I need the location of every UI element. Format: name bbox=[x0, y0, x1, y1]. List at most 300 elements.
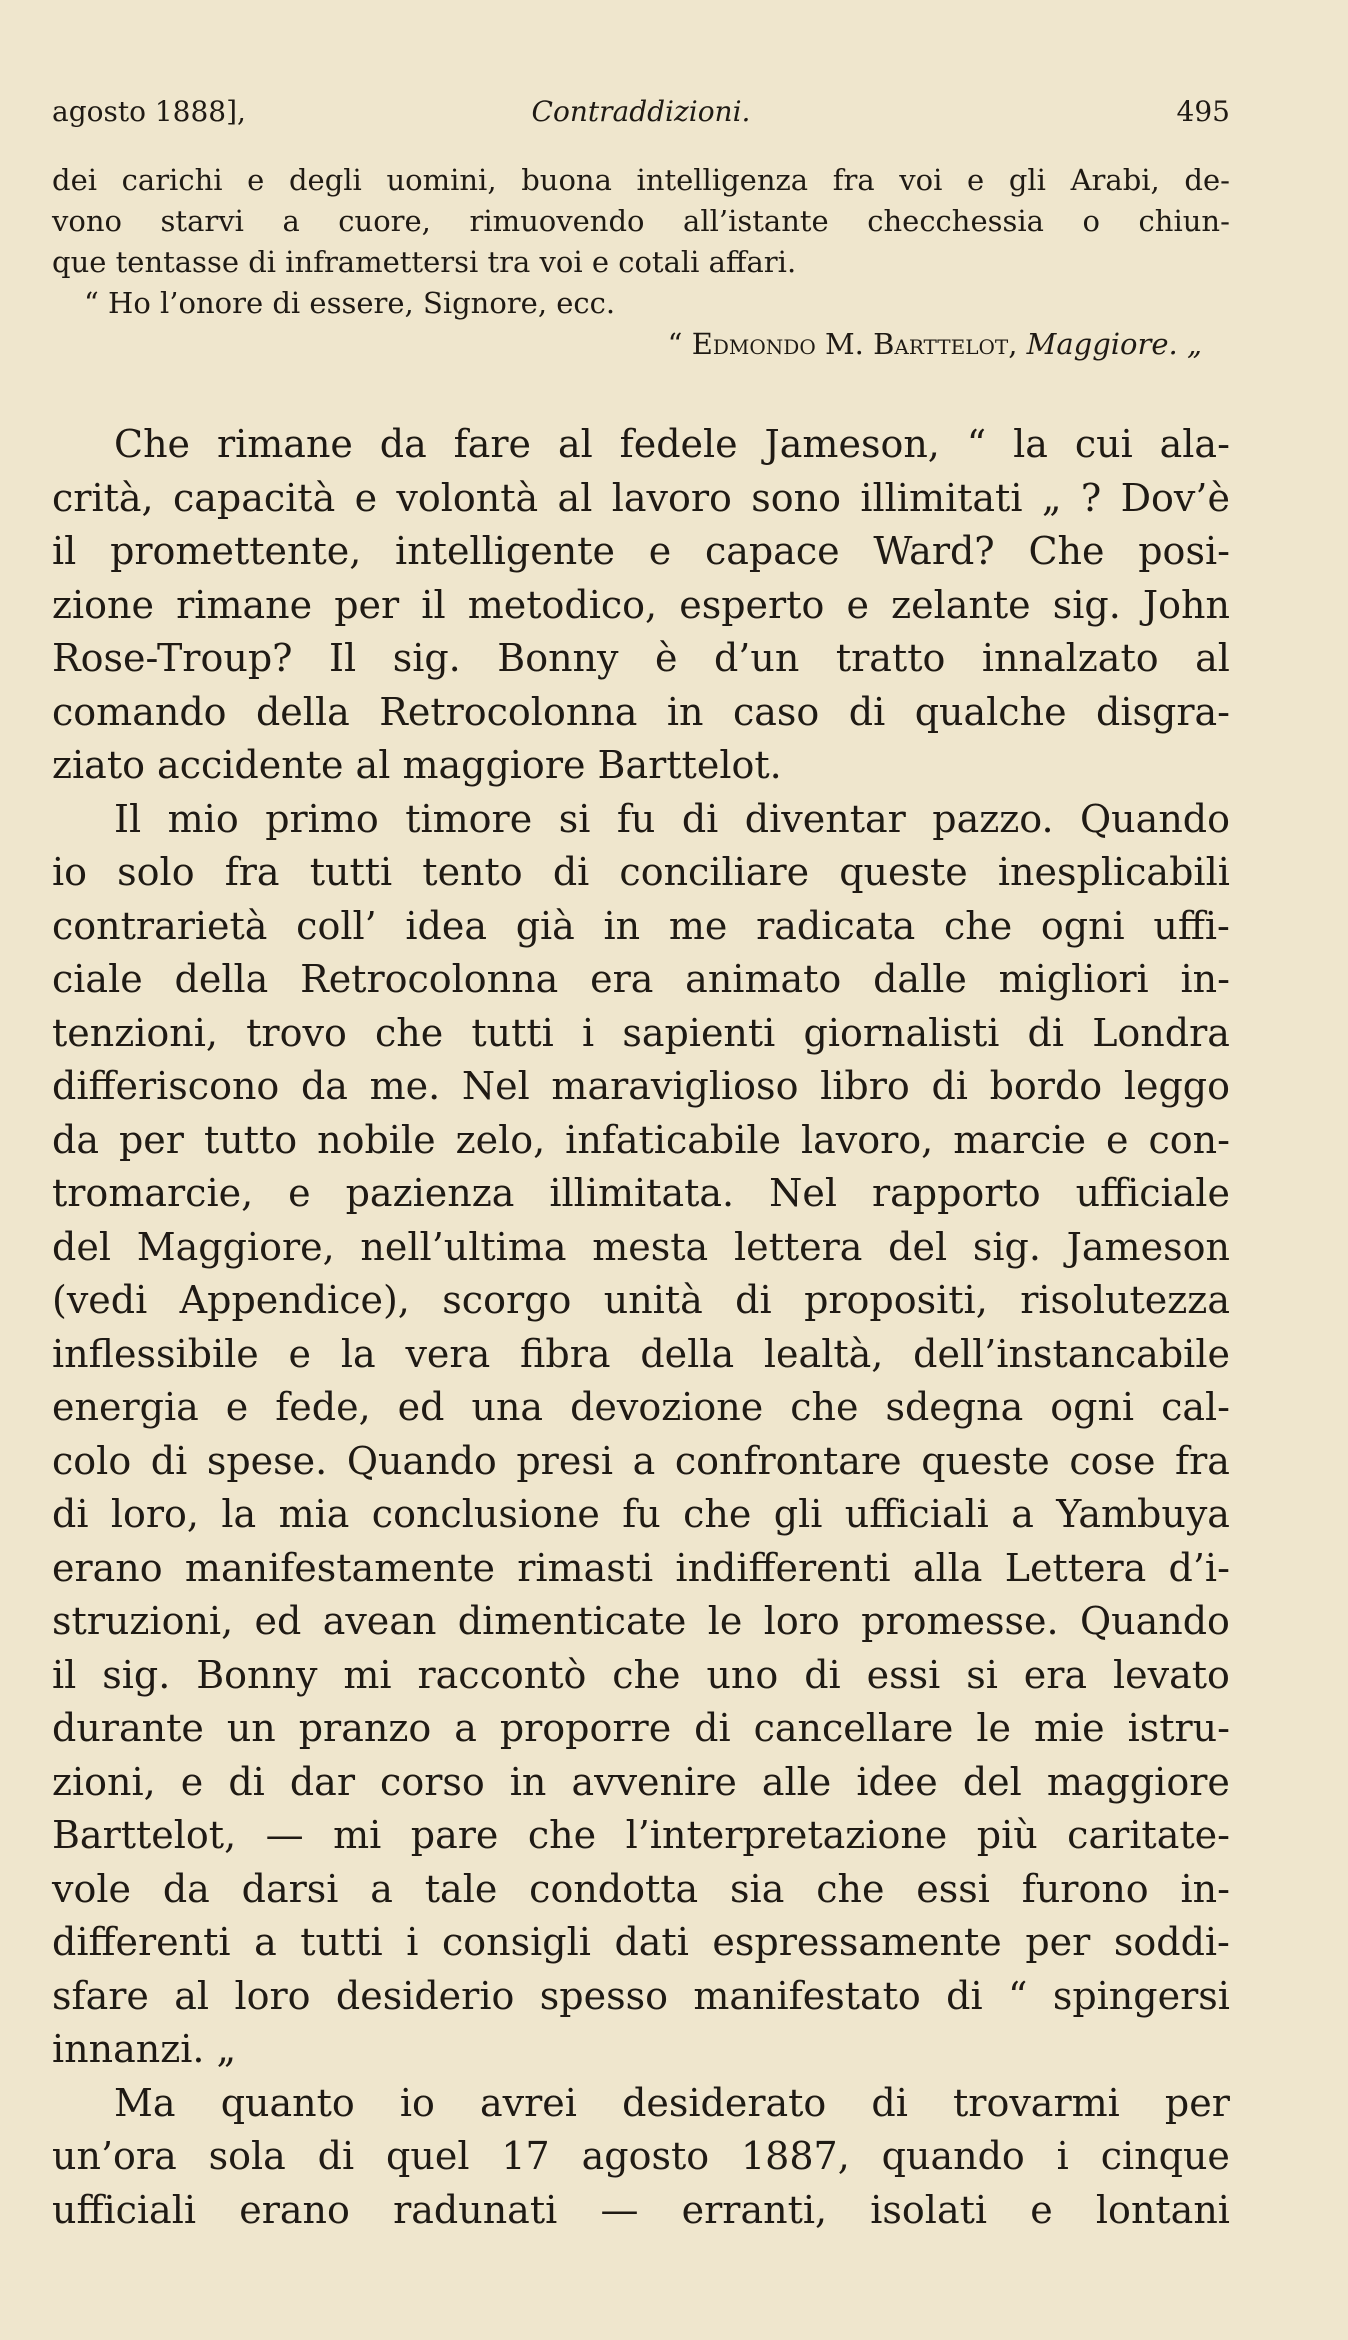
word: desiderio bbox=[335, 1973, 515, 2018]
word: vono bbox=[52, 204, 122, 238]
word: ogni bbox=[1050, 1385, 1135, 1429]
word: per bbox=[334, 582, 400, 627]
word: io bbox=[399, 2080, 435, 2125]
word: mi bbox=[343, 1652, 392, 1697]
body-line bbox=[52, 2184, 1230, 2238]
word: John bbox=[1142, 582, 1230, 627]
body-line bbox=[52, 1167, 1230, 1221]
word: proporre bbox=[499, 1706, 672, 1750]
word: desiderato bbox=[622, 2080, 827, 2125]
word: pazzo. bbox=[932, 796, 1054, 841]
word: zelante bbox=[891, 582, 1031, 627]
body-line bbox=[52, 1060, 1230, 1114]
word: la bbox=[221, 1492, 257, 1536]
word: lealtà, bbox=[763, 1331, 884, 1376]
body-line bbox=[52, 793, 1230, 847]
word: trovarmi bbox=[953, 2080, 1120, 2125]
word: fibra bbox=[520, 1331, 611, 1376]
word: Jameson, bbox=[764, 422, 940, 466]
word: e bbox=[967, 163, 985, 197]
word: quel bbox=[386, 2134, 470, 2178]
word: durante bbox=[52, 1706, 204, 1750]
word: manifestamente bbox=[184, 1545, 495, 1590]
word: per bbox=[1164, 2080, 1230, 2125]
word: primo bbox=[265, 796, 379, 841]
word: confrontare bbox=[674, 1438, 902, 1483]
word: che bbox=[612, 1652, 681, 1697]
word: disgra- bbox=[1096, 689, 1230, 734]
word: tutti bbox=[300, 1920, 383, 1964]
word: espressamente bbox=[712, 1920, 1002, 1964]
word: cuore, bbox=[338, 204, 431, 238]
word: cinque bbox=[1100, 2134, 1230, 2178]
word: capacità bbox=[172, 475, 336, 520]
signature-name: “ Edmondo M. Barttelot, bbox=[667, 327, 1018, 361]
word: maggiore bbox=[1046, 1759, 1230, 1804]
word: comando bbox=[52, 689, 227, 734]
word: Che bbox=[114, 422, 191, 466]
word: Retrocolonna bbox=[300, 957, 559, 1001]
word: Barttelot, bbox=[52, 1813, 237, 1857]
word: lontani bbox=[1095, 2187, 1230, 2232]
word: loro, bbox=[110, 1492, 200, 1536]
word: vole bbox=[52, 1866, 131, 1911]
word: di bbox=[871, 2080, 908, 2125]
word: me bbox=[668, 903, 728, 948]
word: sfare bbox=[52, 1973, 149, 2018]
word: per bbox=[118, 1117, 184, 1162]
word: isolati bbox=[870, 2187, 988, 2232]
word: radicata bbox=[756, 903, 916, 948]
word: zelo, bbox=[455, 1117, 546, 1162]
word: migliori bbox=[998, 957, 1149, 1001]
word: in- bbox=[1180, 1866, 1230, 1911]
body-line bbox=[52, 1702, 1230, 1756]
word: volontà bbox=[396, 475, 539, 520]
word: i bbox=[1056, 2134, 1069, 2178]
header-title: Contraddizioni. bbox=[531, 95, 751, 128]
word: era bbox=[590, 957, 654, 1001]
word: Retrocolonna bbox=[379, 689, 638, 734]
word: contrarietà bbox=[52, 903, 268, 948]
body-line bbox=[52, 1381, 1230, 1435]
word: del bbox=[888, 1224, 948, 1269]
word: loro bbox=[234, 1973, 311, 2018]
word: dar bbox=[289, 1759, 355, 1804]
word: crità, bbox=[52, 475, 154, 520]
word: dell’instancabile bbox=[913, 1331, 1230, 1376]
word: della bbox=[255, 689, 350, 734]
word: giornalisti bbox=[803, 1010, 1000, 1055]
word: sola bbox=[208, 2134, 286, 2178]
word: agosto bbox=[581, 2134, 710, 2178]
word: le bbox=[976, 1706, 1011, 1750]
body-line bbox=[52, 1114, 1230, 1168]
word: spesso bbox=[539, 1973, 668, 2018]
word: di bbox=[931, 1064, 968, 1108]
word: conciliare bbox=[619, 850, 810, 894]
word: fedele bbox=[619, 422, 738, 466]
word: caritate- bbox=[1067, 1813, 1230, 1857]
body-line bbox=[52, 1488, 1230, 1542]
word: Che bbox=[1028, 529, 1105, 573]
word: „ bbox=[1041, 475, 1062, 520]
word: istru- bbox=[1127, 1706, 1230, 1750]
word: indifferenti bbox=[675, 1545, 891, 1590]
body-line bbox=[52, 1435, 1230, 1489]
word: del bbox=[962, 1759, 1022, 1804]
body-line bbox=[52, 1274, 1230, 1328]
word: zioni, bbox=[52, 1759, 156, 1804]
word: solo bbox=[117, 850, 195, 894]
word: 17 bbox=[501, 2134, 550, 2178]
word: gli bbox=[1008, 163, 1046, 197]
body-line bbox=[52, 525, 1230, 579]
word: nell’ultima bbox=[360, 1224, 567, 1269]
word: vera bbox=[405, 1331, 491, 1376]
word: Il bbox=[329, 636, 357, 680]
word: quanto bbox=[220, 2080, 355, 2125]
word: erano bbox=[52, 1545, 163, 1590]
word: sig. bbox=[972, 1224, 1041, 1269]
word: d’un bbox=[713, 636, 800, 680]
body-line bbox=[52, 1007, 1230, 1061]
word: Quando bbox=[1079, 1599, 1230, 1643]
word: coll’ bbox=[296, 903, 377, 948]
word: da bbox=[52, 1117, 99, 1162]
body-line bbox=[52, 2130, 1230, 2184]
word: del bbox=[52, 1224, 111, 1269]
word: uffi- bbox=[1153, 903, 1230, 948]
word: ufficiali bbox=[844, 1492, 989, 1536]
word: corso bbox=[380, 1759, 485, 1804]
body-line bbox=[52, 900, 1230, 954]
word: dei bbox=[52, 163, 98, 197]
word: di bbox=[804, 1652, 841, 1697]
word: Appendice), bbox=[179, 1278, 410, 1322]
word: spingersi bbox=[1052, 1973, 1230, 2018]
word: rimasti bbox=[517, 1545, 654, 1590]
letter-line-3: que tentasse di inframettersi tra voi e cotali affari. bbox=[52, 245, 797, 279]
word: buona bbox=[521, 163, 612, 197]
word: Quando bbox=[1080, 796, 1230, 841]
word: ala- bbox=[1159, 422, 1230, 466]
word: Lettera bbox=[1004, 1545, 1147, 1590]
word: Maggiore, bbox=[136, 1224, 335, 1269]
page-number: 495 bbox=[1176, 95, 1230, 128]
letter-line-2 bbox=[52, 201, 1230, 242]
word: Bonny bbox=[497, 636, 619, 680]
word: o bbox=[1082, 204, 1100, 238]
word: lettera bbox=[733, 1224, 863, 1269]
word: infaticabile bbox=[565, 1117, 781, 1162]
body-line bbox=[52, 2077, 1230, 2131]
word: i bbox=[582, 1010, 595, 1055]
body-line bbox=[52, 1756, 1230, 1810]
word: propositi, bbox=[804, 1278, 988, 1322]
word: si bbox=[966, 1652, 998, 1697]
word: mie bbox=[1033, 1706, 1105, 1750]
word: tutto bbox=[203, 1117, 298, 1162]
word: e bbox=[180, 1759, 204, 1804]
word: trovo bbox=[246, 1010, 347, 1055]
body-line bbox=[52, 1916, 1230, 1970]
word: animato bbox=[685, 957, 842, 1001]
word: promettente, bbox=[110, 529, 362, 573]
word: spese. bbox=[206, 1438, 328, 1483]
word: che bbox=[943, 903, 1013, 948]
word: era bbox=[1023, 1652, 1088, 1697]
header-date: agosto 1888], bbox=[52, 95, 246, 128]
word: e bbox=[288, 1331, 312, 1376]
word: (vedi bbox=[52, 1278, 148, 1322]
word: posi- bbox=[1138, 529, 1230, 573]
word: essi bbox=[866, 1652, 941, 1697]
word: rapporto bbox=[871, 1171, 1041, 1215]
word: metodico, bbox=[467, 582, 658, 627]
word: capace bbox=[704, 529, 840, 573]
word: soddi- bbox=[1113, 1920, 1230, 1964]
word: libro bbox=[820, 1064, 910, 1108]
word: inesplicabili bbox=[997, 850, 1230, 894]
word: a bbox=[370, 1866, 393, 1911]
word: di bbox=[52, 1492, 89, 1536]
word: tromarcie, bbox=[52, 1171, 254, 1215]
word: che bbox=[790, 1385, 859, 1429]
word: pare bbox=[410, 1813, 499, 1857]
word: e bbox=[1106, 1117, 1129, 1162]
word: ed bbox=[254, 1599, 302, 1643]
body-line bbox=[52, 953, 1230, 1007]
word: 1887, bbox=[740, 2134, 850, 2178]
word: cui bbox=[1074, 422, 1133, 466]
word: dalle bbox=[873, 957, 967, 1001]
word: all’istante bbox=[683, 204, 829, 238]
body-line bbox=[52, 579, 1230, 633]
word: risolutezza bbox=[1020, 1278, 1230, 1322]
word: un bbox=[226, 1706, 276, 1750]
word: gli bbox=[773, 1492, 823, 1536]
word: fra bbox=[832, 163, 875, 197]
word: innalzato bbox=[981, 636, 1159, 680]
body-line bbox=[52, 686, 1230, 740]
word: con- bbox=[1148, 1117, 1230, 1162]
word: illimitata. bbox=[549, 1171, 735, 1215]
word: diventar bbox=[744, 796, 906, 841]
word: fu bbox=[616, 796, 656, 841]
word: più bbox=[976, 1813, 1038, 1857]
word: bordo bbox=[989, 1064, 1103, 1108]
body-line bbox=[52, 1863, 1230, 1917]
word: carichi bbox=[121, 163, 223, 197]
word: lavoro, bbox=[800, 1117, 934, 1162]
word: di bbox=[150, 1438, 188, 1483]
word: degli bbox=[288, 163, 362, 197]
word: tratto bbox=[835, 636, 946, 680]
word: pranzo bbox=[298, 1706, 432, 1750]
word: timore bbox=[405, 796, 533, 841]
running-header bbox=[52, 92, 1230, 132]
word: mesta bbox=[592, 1224, 709, 1269]
word: queste bbox=[839, 850, 968, 894]
word: di bbox=[552, 850, 590, 894]
word: Dov’è bbox=[1120, 475, 1230, 520]
word: fare bbox=[453, 422, 532, 466]
word: da bbox=[162, 1866, 210, 1911]
word: colo bbox=[52, 1438, 132, 1483]
word: ufficiali bbox=[52, 2187, 197, 2232]
word: fra bbox=[1175, 1438, 1230, 1483]
word: mi bbox=[333, 1813, 382, 1857]
word: sia bbox=[730, 1866, 785, 1911]
word: levato bbox=[1113, 1652, 1230, 1697]
word: mio bbox=[167, 796, 239, 841]
body-line bbox=[52, 846, 1230, 900]
word: inflessibile bbox=[52, 1331, 259, 1376]
word: in bbox=[509, 1759, 547, 1804]
word: della bbox=[174, 957, 269, 1001]
word: e bbox=[225, 1385, 249, 1429]
word: fra bbox=[224, 850, 280, 894]
word: a bbox=[282, 204, 300, 238]
word: per bbox=[1025, 1920, 1091, 1964]
word: la bbox=[1013, 422, 1048, 466]
word: a bbox=[632, 1438, 656, 1483]
word: darsi bbox=[241, 1866, 339, 1911]
word: che bbox=[683, 1492, 752, 1536]
word: di bbox=[946, 1973, 983, 2018]
word: da bbox=[379, 422, 427, 466]
word: me. bbox=[369, 1064, 441, 1108]
word: tutti bbox=[309, 850, 393, 894]
word: voi bbox=[899, 163, 943, 197]
body-line bbox=[52, 1649, 1230, 1703]
main-text bbox=[52, 418, 1230, 2237]
word: checchessia bbox=[867, 204, 1044, 238]
word: a bbox=[454, 1706, 477, 1750]
word: la bbox=[340, 1331, 376, 1376]
letter-line-1 bbox=[52, 160, 1230, 201]
word: dimenticate bbox=[457, 1599, 687, 1643]
word: Arabi, bbox=[1070, 163, 1160, 197]
word: Quando bbox=[346, 1438, 497, 1483]
word: e bbox=[354, 475, 378, 520]
word: io bbox=[52, 850, 88, 894]
word: maraviglioso bbox=[551, 1064, 799, 1108]
word: in bbox=[603, 903, 641, 948]
body-line bbox=[52, 632, 1230, 686]
signature-role: Maggiore. „ bbox=[1026, 327, 1202, 361]
body-line bbox=[52, 1542, 1230, 1596]
word: raccontò bbox=[417, 1652, 587, 1697]
word: da bbox=[300, 1064, 348, 1108]
word: essi bbox=[916, 1866, 990, 1911]
word: radunati bbox=[393, 2187, 558, 2232]
word: rimane bbox=[176, 582, 313, 627]
word: marcie bbox=[953, 1117, 1087, 1162]
word: e bbox=[846, 582, 869, 627]
word: differiscono bbox=[52, 1064, 280, 1108]
body-line: ziato accidente al maggiore Barttelot. bbox=[52, 743, 782, 787]
word: ufficiale bbox=[1075, 1171, 1230, 1215]
word: di bbox=[317, 2134, 355, 2178]
word: è bbox=[654, 636, 678, 680]
word: “ bbox=[1008, 1973, 1028, 2018]
word: consigli bbox=[441, 1920, 591, 1964]
word: ogni bbox=[1040, 903, 1125, 948]
word: Nel bbox=[461, 1064, 530, 1108]
word: rimuovendo bbox=[469, 204, 645, 238]
word: l’interpretazione bbox=[625, 1813, 948, 1857]
word: starvi bbox=[160, 204, 244, 238]
word: al bbox=[1195, 636, 1230, 680]
word: Londra bbox=[1092, 1010, 1230, 1055]
word: a bbox=[1011, 1492, 1034, 1536]
word: queste bbox=[921, 1438, 1050, 1483]
body-line bbox=[52, 1595, 1230, 1649]
word: i bbox=[406, 1920, 419, 1964]
word: alle bbox=[761, 1759, 832, 1804]
word: il bbox=[52, 1652, 77, 1697]
word: uno bbox=[706, 1652, 779, 1697]
word: di bbox=[694, 1706, 731, 1750]
word: esperto bbox=[679, 582, 825, 627]
word: quando bbox=[881, 2134, 1025, 2178]
word: di bbox=[228, 1759, 265, 1804]
word: le bbox=[707, 1599, 743, 1643]
word: unità bbox=[603, 1278, 703, 1322]
word: pazienza bbox=[345, 1171, 515, 1215]
body-line: innanzi. „ bbox=[52, 2027, 237, 2071]
letter-excerpt bbox=[52, 160, 1230, 365]
word: erranti, bbox=[681, 2187, 828, 2232]
word: Rose-Troup? bbox=[52, 636, 293, 680]
word: che bbox=[816, 1866, 885, 1911]
word: Ma bbox=[114, 2080, 176, 2125]
word: Ward? bbox=[873, 529, 995, 573]
letter-signature bbox=[52, 324, 1230, 365]
word: in- bbox=[1180, 957, 1230, 1001]
word: promesse. bbox=[861, 1599, 1059, 1643]
word: tenzioni, bbox=[52, 1010, 218, 1055]
word: devozione bbox=[570, 1385, 764, 1429]
word: idee bbox=[856, 1759, 938, 1804]
word: nobile bbox=[317, 1117, 436, 1162]
word: ciale bbox=[52, 957, 143, 1001]
word: a bbox=[254, 1920, 277, 1964]
letter-closing: “ Ho l’onore di essere, Signore, ecc. bbox=[84, 286, 616, 320]
body-line bbox=[52, 1328, 1230, 1382]
word: caso bbox=[732, 689, 820, 734]
word: loro bbox=[763, 1599, 840, 1643]
word: di bbox=[848, 689, 886, 734]
word: condotta bbox=[529, 1866, 699, 1911]
word: intelligenza bbox=[636, 163, 809, 197]
word: avrei bbox=[480, 2080, 577, 2125]
word: idea bbox=[405, 903, 488, 948]
word: in bbox=[666, 689, 704, 734]
word: che bbox=[374, 1010, 444, 1055]
word: avean bbox=[322, 1599, 437, 1643]
word: Bonny bbox=[196, 1652, 318, 1697]
word: chiun- bbox=[1138, 204, 1230, 238]
word: ? bbox=[1080, 475, 1102, 520]
word: conclusione bbox=[371, 1492, 600, 1536]
word: sig. bbox=[1052, 582, 1121, 627]
word: si bbox=[558, 796, 591, 841]
word: un’ora bbox=[52, 2134, 177, 2178]
word: avvenire bbox=[571, 1759, 737, 1804]
